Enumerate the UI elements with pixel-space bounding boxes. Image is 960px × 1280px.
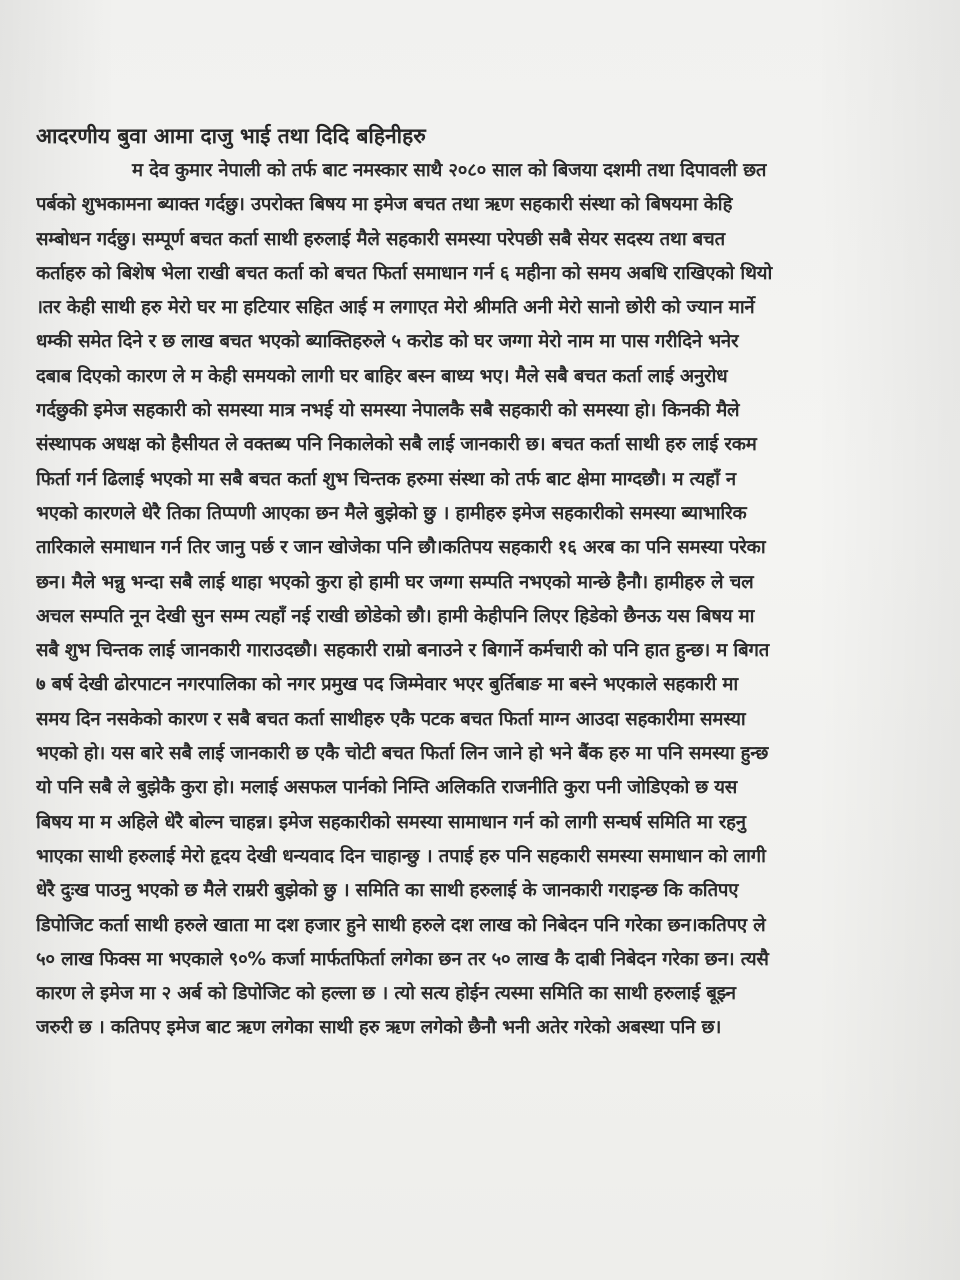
letter-line: संस्थापक अधक्ष को हैसीयत ले वक्तब्य पनि निकालेको सबै लाई जानकारी छ। बचत कर्ता साथी हरु लाई रकम: [36, 434, 757, 456]
letter-line: दबाब दिएको कारण ले म केही समयको लागी घर बाहिर बस्न बाध्य भए। मैले सबै बचत कर्ता लाई अनुरोध: [36, 365, 728, 387]
letter-line: भएको हो। यस बारे सबै लाई जानकारी छ एकै चोटी बचत फिर्ता लिन जाने हो भने बैंक हरु मा पनि समस्या हुन्छ: [36, 743, 769, 765]
letter-line: पर्बको शुभकामना ब्याक्त गर्दछु। उपरोक्त बिषय मा इमेज बचत तथा ऋण सहकारी संस्था को बिषयमा केहि: [36, 194, 733, 216]
letter-line: ५० लाख फिक्स मा भएकाले ९०% कर्जा मार्फतफिर्ता लगेका छन तर ५० लाख कै दाबी निबेदन गरेका छन। त्यसै: [36, 948, 769, 970]
letter-line: अचल सम्पति नून देखी सुन सम्म त्यहाँ नई राखी छोडेको छौ। हामी केहीपनि लिएर हिडेको छैनऊ यस बिषय मा: [36, 605, 755, 627]
letter-line: बिषय मा म अहिले धेरै बोल्न चाहन्न। इमेज सहकारीको समस्या सामाधान गर्न को लागी सन्घर्ष समिति मा रहनु: [36, 811, 746, 833]
letter-line: भएको कारणले धेरै तिका तिप्पणी आएका छन मैले बुझेको छु । हामीहरु इमेज सहकारीको समस्या ब्याभारिक: [36, 502, 747, 524]
letter-line: तारिकाले समाधान गर्न तिर जानु पर्छ र जान खोजेका पनि छौ।कतिपय सहकारी १६ अरब का पनि समस्या परेका: [36, 537, 766, 559]
letter-line: गर्दछुकी इमेज सहकारी को समस्या मात्र नभई यो समस्या नेपालकै सबै सहकारी को समस्या हो। किनकी मैले: [36, 400, 740, 422]
letter-line: कारण ले इमेज मा २ अर्ब को डिपोजिट को हल्ला छ । त्यो सत्य होईन त्यस्मा समिति का साथी हरुलाई बूझ्न: [36, 983, 736, 1005]
letter-body: [36, 118, 928, 1046]
letter-line: सम्बोधन गर्दछु। सम्पूर्ण बचत कर्ता साथी हरुलाई मैले सहकारी समस्या परेपछी सबै सेयर सदस्य तथा बचत: [36, 228, 725, 250]
letter-line: भाएका साथी हरुलाई मेरो हृदय देखी धन्यवाद दिन चाहान्छु । तपाई हरु पनि सहकारी समस्या समाधान को लागी: [36, 845, 766, 867]
letter-line: फिर्ता गर्न ढिलाई भएको मा सबै बचत कर्ता शुभ चिन्तक हरुमा संस्था को तर्फ बाट क्षेमा माग्दछौ। म त्यहाँ न: [36, 468, 736, 490]
letter-line: धेरै दुःख पाउनु भएको छ मैले राम्ररी बुझेको छु । समिति का साथी हरुलाई के जानकारी गराइन्छ कि कतिपए: [36, 880, 739, 902]
letter-line: कर्ताहरु को बिशेष भेला राखी बचत कर्ता को बचत फिर्ता समाधान गर्न ६ महीना को समय अबधि राखिएको थियो: [36, 262, 773, 284]
letter-line: यो पनि सबै ले बुझेकै कुरा हो। मलाई असफल पार्नको निम्ति अलिकति राजनीति कुरा पनी जोडिएको छ यस: [36, 777, 738, 799]
letter-line: समय दिन नसकेको कारण र सबै बचत कर्ता साथीहरु एकै पटक बचत फिर्ता माग्न आउदा सहकारीमा समस्या: [36, 708, 746, 730]
letter-line: जरुरी छ । कतिपए इमेज बाट ऋण लगेका साथी हरु ऋण लगेको छैनौ भनी अतेर गरेको अबस्था पनि छ।: [36, 1017, 722, 1039]
letter-line: ।तर केही साथी हरु मेरो घर मा हटियार सहित आई म लगाएत मेरो श्रीमति अनी मेरो सानो छोरी को ज्यान मार्ने: [36, 297, 755, 319]
letter-line: सबै शुभ चिन्तक लाई जानकारी गाराउदछौ। सहकारी राम्रो बनाउने र बिगार्ने कर्मचारी को पनि हात हुन्छ। म बिगत: [36, 640, 770, 662]
letter-text: [36, 154, 928, 1046]
letter-line: म देव कुमार नेपाली को तर्फ बाट नमस्कार साथै २०८० साल को बिजया दशमी तथा दिपावली छत: [132, 160, 767, 181]
letter-line: छन। मैले भन्नु भन्दा सबै लाई थाहा भएको कुरा हो हामी घर जग्गा सम्पति नभएको मान्छे हैनौ। हामीहरु ले चल: [36, 571, 754, 593]
letter-salutation: आदरणीय बुवा आमा दाजु भाई तथा दिदि बहिनीहरु: [36, 124, 426, 148]
letter-line: डिपोजिट कर्ता साथी हरुले खाता मा दश हजार हुने साथी हरुले दश लाख को निबेदन पनि गरेका छन।कतिपए ले: [36, 914, 766, 936]
letter-line: धम्की समेत दिने र छ लाख बचत भएको ब्याक्तिहरुले ५ करोड को घर जग्गा मेरो नाम मा पास गरीदिने भनेर: [36, 331, 739, 353]
letter-line: ७ बर्ष देखी ढोरपाटन नगरपालिका को नगर प्रमुख पद जिम्मेवार भएर बुर्तिबाङ मा बस्ने भएकाले सहकारी मा: [36, 674, 739, 696]
